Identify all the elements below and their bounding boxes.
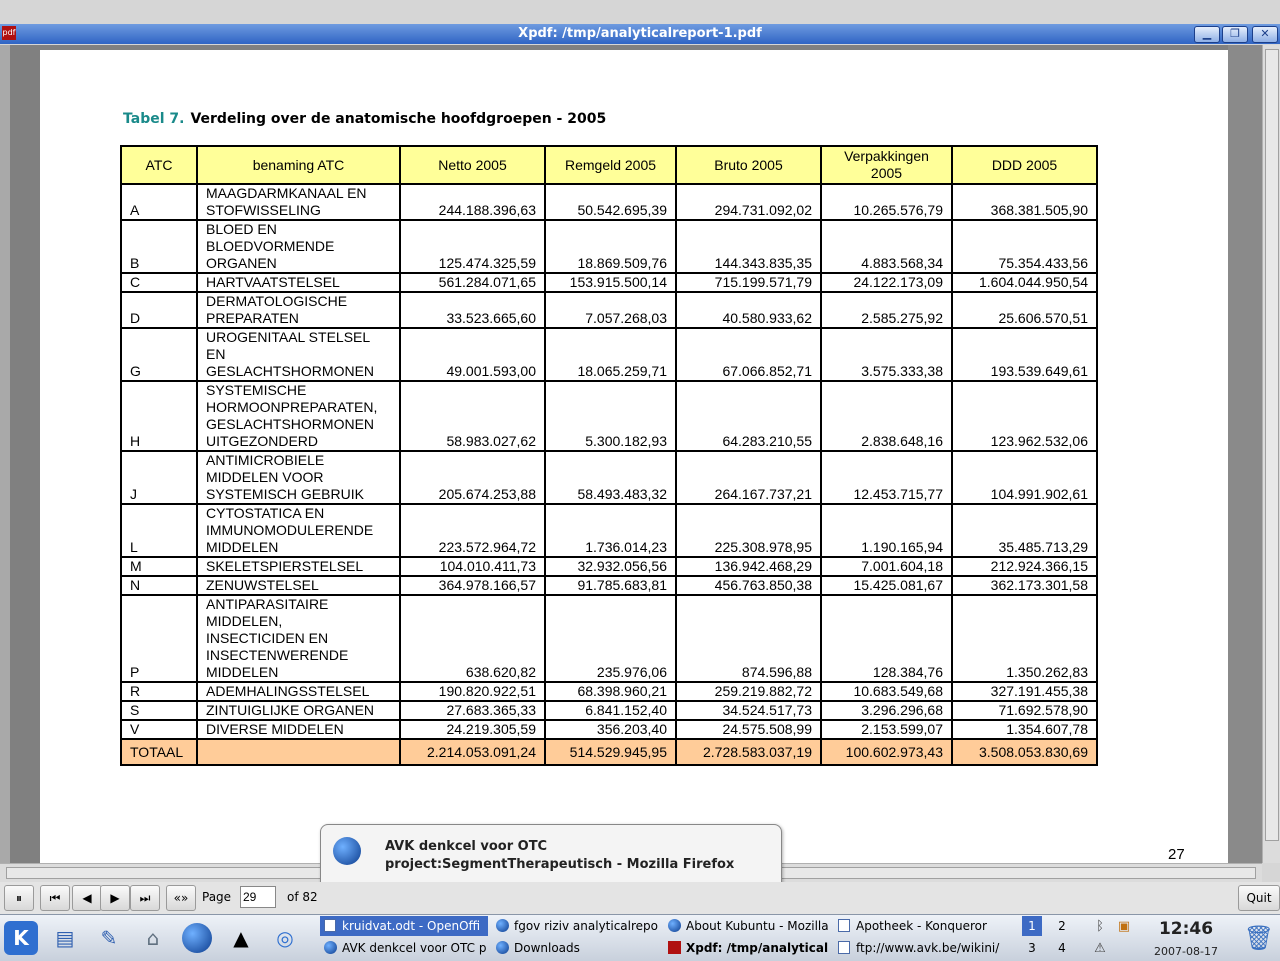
cell-atc: R <box>121 682 197 701</box>
table-header-row <box>121 146 1097 184</box>
benaming-line: CYTOSTATICA EN <box>206 505 325 521</box>
document-icon <box>324 919 336 932</box>
benaming-line: HARTVAATSTELSEL <box>206 274 340 290</box>
cell-bruto: 24.575.508,99 <box>676 720 821 739</box>
cell-remgeld: 5.300.182,93 <box>545 381 676 451</box>
cell-bruto: 294.731.092,02 <box>676 184 821 220</box>
cell-verp: 1.190.165,94 <box>821 504 952 557</box>
cell-bruto: 264.167.737,21 <box>676 451 821 504</box>
cell-benaming <box>197 720 400 739</box>
minimize-button[interactable]: ▁ <box>1194 26 1220 43</box>
task-label: Apotheek - Konqueror <box>856 919 987 933</box>
data-table <box>120 145 1098 766</box>
cell-verp: 15.425.081,67 <box>821 576 952 595</box>
task-label: kruidvat.odt - OpenOffi <box>342 919 481 933</box>
clipboard-icon[interactable]: ▣ <box>1117 919 1131 934</box>
cell-bruto: 144.343.835,35 <box>676 220 821 273</box>
table-row <box>121 720 1097 739</box>
total-name <box>197 739 400 765</box>
benaming-line: UITGEZONDERD <box>206 433 318 449</box>
cell-atc: G <box>121 328 197 381</box>
clock-date: 2007-08-17 <box>1154 945 1218 958</box>
cell-bruto: 64.283.210,55 <box>676 381 821 451</box>
cell-netto: 125.474.325,59 <box>400 220 545 273</box>
cell-benaming <box>197 451 400 504</box>
table-row <box>121 220 1097 273</box>
table-row <box>121 701 1097 720</box>
cell-remgeld: 153.915.500,14 <box>545 273 676 292</box>
page-number: 27 <box>1168 846 1185 863</box>
task-kruidvat[interactable] <box>320 916 488 936</box>
cell-benaming <box>197 220 400 273</box>
desktop-3[interactable]: 3 <box>1028 941 1036 955</box>
cell-verp: 24.122.173,09 <box>821 273 952 292</box>
folder-icon <box>838 941 850 954</box>
vertical-scroll-thumb[interactable] <box>1265 49 1279 841</box>
benaming-line: IMMUNOMODULERENDE <box>206 522 374 538</box>
cell-atc: C <box>121 273 197 292</box>
table-row <box>121 184 1097 220</box>
table-row <box>121 328 1097 381</box>
table-total-row <box>121 739 1097 765</box>
task-apotheek[interactable] <box>834 916 1000 936</box>
cell-remgeld: 58.493.483,32 <box>545 451 676 504</box>
table-row <box>121 576 1097 595</box>
first-page-button[interactable]: ⏮ <box>40 885 70 911</box>
col-header-remgeld: Remgeld 2005 <box>545 146 676 184</box>
benaming-line: UROGENITAAL STELSEL <box>206 329 371 345</box>
page-count-label: of 82 <box>287 890 318 904</box>
cell-benaming <box>197 682 400 701</box>
folder-icon <box>838 919 850 932</box>
cell-atc: P <box>121 595 197 682</box>
page-label: Page <box>202 890 232 904</box>
cell-verp: 2.585.275,92 <box>821 292 952 328</box>
cell-remgeld: 32.932.056,56 <box>545 557 676 576</box>
cell-atc: N <box>121 576 197 595</box>
last-page-button[interactable]: ⏭ <box>130 885 160 911</box>
cell-ddd: 1.604.044.950,54 <box>952 273 1097 292</box>
cell-benaming <box>197 504 400 557</box>
task-label: AVK denkcel voor OTC p <box>342 941 487 955</box>
cell-remgeld: 18.869.509,76 <box>545 220 676 273</box>
notification-subtitle: project:SegmentTherapeutisch - Mozilla Firefox <box>385 857 735 872</box>
benaming-line: INSECTICIDEN EN <box>206 630 329 646</box>
cell-benaming <box>197 576 400 595</box>
cell-verp: 10.265.576,79 <box>821 184 952 220</box>
cell-remgeld: 91.785.683,81 <box>545 576 676 595</box>
total-atc: TOTAAL <box>121 739 197 765</box>
bluetooth-icon[interactable]: ᛒ <box>1096 919 1104 934</box>
cell-ddd: 123.962.532,06 <box>952 381 1097 451</box>
benaming-line: STOFWISSELING <box>206 202 321 218</box>
table-row <box>121 273 1097 292</box>
cell-benaming <box>197 595 400 682</box>
cell-remgeld: 7.057.268,03 <box>545 292 676 328</box>
globe-icon <box>324 941 337 954</box>
cell-netto: 104.010.411,73 <box>400 557 545 576</box>
cell-bruto: 715.199.571,79 <box>676 273 821 292</box>
globe-icon <box>668 919 681 932</box>
cell-ddd: 35.485.713,29 <box>952 504 1097 557</box>
benaming-line: ZENUWSTELSEL <box>206 577 319 593</box>
cell-atc: M <box>121 557 197 576</box>
benaming-line: GESLACHTSHORMONEN <box>206 363 375 379</box>
total-verp: 100.602.973,43 <box>821 739 952 765</box>
cell-benaming <box>197 381 400 451</box>
cell-ddd: 1.354.607,78 <box>952 720 1097 739</box>
inkscape-icon[interactable]: ▲ <box>233 926 249 950</box>
benaming-line: PREPARATEN <box>206 310 299 326</box>
cell-atc: A <box>121 184 197 220</box>
col-header-atc: ATC <box>121 146 197 184</box>
task-label: fgov riziv analyticalrepo <box>514 919 658 933</box>
window-titlebar[interactable] <box>0 24 1280 44</box>
next-page-button[interactable]: ▶ <box>100 885 130 911</box>
cell-netto: 58.983.027,62 <box>400 381 545 451</box>
viewer-left-edge <box>0 45 10 863</box>
cell-ddd: 104.991.902,61 <box>952 451 1097 504</box>
cell-remgeld: 6.841.152,40 <box>545 701 676 720</box>
cell-atc: D <box>121 292 197 328</box>
cell-bruto: 259.219.882,72 <box>676 682 821 701</box>
back-forward-button[interactable]: «» <box>166 885 196 911</box>
total-remgeld: 514.529.945,95 <box>545 739 676 765</box>
cell-ddd: 25.606.570,51 <box>952 292 1097 328</box>
benaming-line: EN <box>206 346 226 362</box>
notification-title: AVK denkcel voor OTC <box>385 839 548 854</box>
cell-netto: 205.674.253,88 <box>400 451 545 504</box>
cell-verp: 10.683.549,68 <box>821 682 952 701</box>
globe-icon <box>496 919 509 932</box>
page-number-input[interactable] <box>240 886 276 908</box>
task-label: ftp://www.avk.be/wikini/ <box>856 941 1000 955</box>
globe-icon <box>496 941 509 954</box>
benaming-line: ANTIMICROBIELE <box>206 452 325 468</box>
cell-benaming <box>197 273 400 292</box>
prev-page-button[interactable]: ◀ <box>72 885 102 911</box>
cell-netto: 33.523.665,60 <box>400 292 545 328</box>
cell-ddd: 75.354.433,56 <box>952 220 1097 273</box>
benaming-line: MIDDELEN <box>206 664 279 680</box>
cell-ddd: 368.381.505,90 <box>952 184 1097 220</box>
cell-verp: 2.838.648,16 <box>821 381 952 451</box>
task-label: Downloads <box>514 941 580 955</box>
col-header-verpakkingen: Verpakkingen 2005 <box>821 146 952 184</box>
total-bruto: 2.728.583.037,19 <box>676 739 821 765</box>
cell-netto: 24.219.305,59 <box>400 720 545 739</box>
cell-verp: 12.453.715,77 <box>821 451 952 504</box>
cell-verp: 3.575.333,38 <box>821 328 952 381</box>
col-header-benaming: benaming ATC <box>197 146 400 184</box>
xpdf-app-icon[interactable]: pdf <box>2 26 16 40</box>
cell-bruto: 136.942.468,29 <box>676 557 821 576</box>
cell-netto: 27.683.365,33 <box>400 701 545 720</box>
col-header-bruto: Bruto 2005 <box>676 146 821 184</box>
cell-remgeld: 50.542.695,39 <box>545 184 676 220</box>
cell-bruto: 874.596,88 <box>676 595 821 682</box>
task-label: Xpdf: /tmp/analytical <box>686 941 829 955</box>
benaming-line: MIDDELEN <box>206 539 279 555</box>
cell-ddd: 327.191.455,38 <box>952 682 1097 701</box>
caption-title: Verdeling over de anatomische hoofdgroepen - 2005 <box>190 111 607 127</box>
cell-ddd: 212.924.366,15 <box>952 557 1097 576</box>
cell-netto: 244.188.396,63 <box>400 184 545 220</box>
task-ftp-avk[interactable] <box>834 938 1000 958</box>
pdf-icon <box>668 941 681 954</box>
settings-icon[interactable]: ✎ <box>100 926 118 950</box>
benaming-line: ZINTUIGLIJKE ORGANEN <box>206 702 375 718</box>
cell-verp: 128.384,76 <box>821 595 952 682</box>
browser-globe-icon[interactable] <box>180 921 214 955</box>
table-body <box>121 184 1097 765</box>
cell-bruto: 456.763.850,38 <box>676 576 821 595</box>
benaming-line: MIDDELEN VOOR <box>206 469 324 485</box>
kde-menu-icon[interactable]: K <box>4 921 38 955</box>
cell-benaming <box>197 184 400 220</box>
close-button[interactable]: ✕ <box>1252 26 1278 43</box>
benaming-line: INSECTENWERENDE <box>206 647 349 663</box>
quit-button[interactable]: Quit <box>1238 885 1280 911</box>
cell-verp: 3.296.296,68 <box>821 701 952 720</box>
vertical-scrollbar[interactable] <box>1262 45 1280 863</box>
desktop-label: 1 <box>1028 919 1036 933</box>
cell-ddd: 1.350.262,83 <box>952 595 1097 682</box>
task-about-kubuntu[interactable] <box>664 916 832 936</box>
clock-time[interactable]: 12:46 <box>1158 919 1214 939</box>
table-row <box>121 292 1097 328</box>
cell-remgeld: 235.976,06 <box>545 595 676 682</box>
firefox-globe-icon <box>333 837 361 865</box>
benaming-line: BLOEDVORMENDE <box>206 238 335 254</box>
task-xpdf[interactable] <box>664 938 832 958</box>
cell-benaming <box>197 701 400 720</box>
cell-benaming <box>197 292 400 328</box>
cell-bruto: 225.308.978,95 <box>676 504 821 557</box>
viewer-background <box>1228 45 1262 863</box>
cell-atc: B <box>121 220 197 273</box>
cell-atc: J <box>121 451 197 504</box>
cell-remgeld: 68.398.960,21 <box>545 682 676 701</box>
benaming-line: MIDDELEN, <box>206 613 283 629</box>
task-fgov-riziv[interactable] <box>492 916 662 936</box>
benaming-line: DIVERSE MIDDELEN <box>206 721 344 737</box>
benaming-line: ANTIPARASITAIRE <box>206 596 329 612</box>
table-row <box>121 504 1097 557</box>
cell-atc: H <box>121 381 197 451</box>
cell-benaming <box>197 328 400 381</box>
cell-benaming <box>197 557 400 576</box>
caption-label: Tabel 7. <box>123 111 185 127</box>
cell-netto: 561.284.071,65 <box>400 273 545 292</box>
update-icon[interactable]: ⚠ <box>1094 941 1106 956</box>
cell-netto: 638.620,82 <box>400 595 545 682</box>
cell-atc: L <box>121 504 197 557</box>
kde-taskbar <box>0 914 1280 961</box>
benaming-line: GESLACHTSHORMONEN <box>206 416 375 432</box>
table-row <box>121 682 1097 701</box>
benaming-line: ORGANEN <box>206 255 277 271</box>
pause-icon[interactable]: ⏸ <box>4 885 34 911</box>
system-icon[interactable]: ▤ <box>55 926 75 950</box>
task-avk-denkcel[interactable] <box>320 938 488 958</box>
col-header-netto: Netto 2005 <box>400 146 545 184</box>
cell-bruto: 34.524.517,73 <box>676 701 821 720</box>
cell-netto: 364.978.166,57 <box>400 576 545 595</box>
benaming-line: SYSTEMISCHE <box>206 382 307 398</box>
konqueror-icon[interactable]: ◎ <box>276 926 294 950</box>
cell-netto: 49.001.593,00 <box>400 328 545 381</box>
table-row <box>121 451 1097 504</box>
task-downloads[interactable] <box>492 938 662 958</box>
cell-atc: V <box>121 720 197 739</box>
xpdf-toolbar <box>0 882 1280 914</box>
table-row <box>121 557 1097 576</box>
desktop-4[interactable]: 4 <box>1058 941 1066 955</box>
benaming-line: SYSTEMISCH GEBRUIK <box>206 486 364 502</box>
benaming-line: BLOED EN <box>206 221 277 237</box>
benaming-line: ADEMHALINGSSTELSEL <box>206 683 370 699</box>
table-caption <box>123 111 606 127</box>
col-header-ddd: DDD 2005 <box>952 146 1097 184</box>
home-folder-icon[interactable]: ⌂ <box>146 926 160 950</box>
cell-remgeld: 1.736.014,23 <box>545 504 676 557</box>
maximize-button[interactable]: ❐ <box>1222 26 1248 43</box>
cell-ddd: 362.173.301,58 <box>952 576 1097 595</box>
table-row <box>121 595 1097 682</box>
cell-verp: 7.001.604,18 <box>821 557 952 576</box>
benaming-line: SKELETSPIERSTELSEL <box>206 558 364 574</box>
cell-bruto: 40.580.933,62 <box>676 292 821 328</box>
task-label: About Kubuntu - Mozilla <box>686 919 829 933</box>
cell-ddd: 193.539.649,61 <box>952 328 1097 381</box>
desktop-1[interactable] <box>1022 916 1042 936</box>
total-ddd: 3.508.053.830,69 <box>952 739 1097 765</box>
table-row <box>121 381 1097 451</box>
cell-ddd: 71.692.578,90 <box>952 701 1097 720</box>
cell-verp: 4.883.568,34 <box>821 220 952 273</box>
total-netto: 2.214.053.091,24 <box>400 739 545 765</box>
window-title: Xpdf: /tmp/analyticalreport-1.pdf <box>518 26 762 41</box>
benaming-line: DERMATOLOGISCHE <box>206 293 348 309</box>
cell-netto: 190.820.922,51 <box>400 682 545 701</box>
cell-remgeld: 356.203,40 <box>545 720 676 739</box>
trash-icon[interactable]: 🗑 <box>1243 924 1275 952</box>
benaming-line: HORMOONPREPARATEN, <box>206 399 378 415</box>
desktop-2[interactable]: 2 <box>1058 919 1066 933</box>
cell-netto: 223.572.964,72 <box>400 504 545 557</box>
cell-bruto: 67.066.852,71 <box>676 328 821 381</box>
cell-atc: S <box>121 701 197 720</box>
cell-remgeld: 18.065.259,71 <box>545 328 676 381</box>
benaming-line: MAAGDARMKANAAL EN <box>206 185 367 201</box>
cell-verp: 2.153.599,07 <box>821 720 952 739</box>
